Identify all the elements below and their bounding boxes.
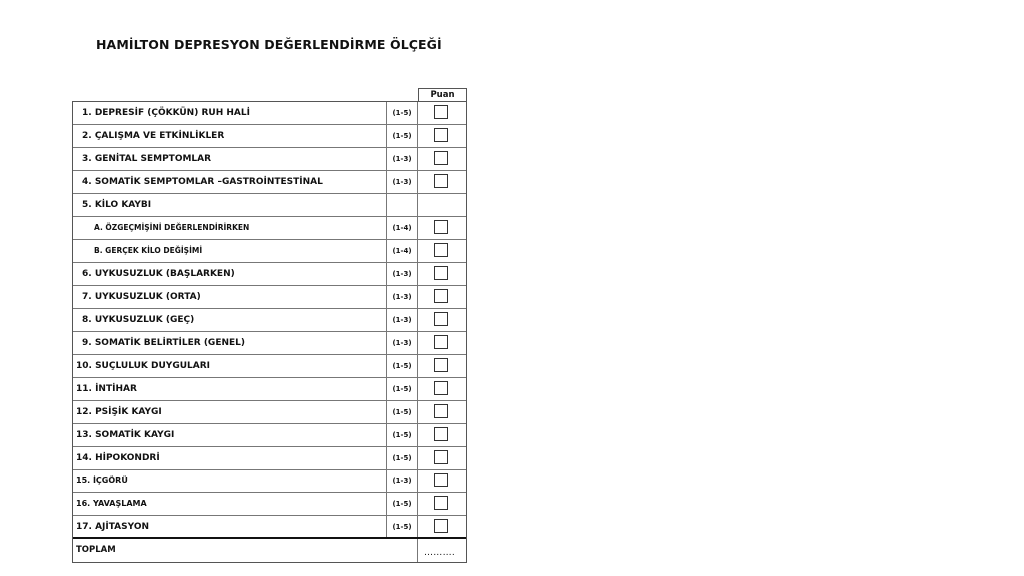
score-checkbox[interactable] [434, 496, 448, 510]
score-checkbox[interactable] [434, 358, 448, 372]
table-row [73, 286, 466, 309]
assessment-table [72, 101, 467, 563]
item-label: 13. SOMATİK KAYGI [73, 424, 387, 446]
item-label: 15. İÇGÖRÜ [73, 470, 387, 492]
score-checkbox[interactable] [434, 519, 448, 533]
item-label: 5. KİLO KAYBI [73, 194, 387, 216]
item-label: 4. SOMATİK SEMPTOMLAR –GASTROİNTESTİNAL [73, 171, 387, 193]
item-label: 10. SUÇLULUK DUYGULARI [73, 355, 387, 377]
item-range: (1-3) [387, 148, 418, 170]
table-row [73, 470, 466, 493]
table-row [73, 194, 466, 217]
item-label: 1. DEPRESİF (ÇÖKKÜN) RUH HALİ [73, 102, 387, 124]
score-checkbox[interactable] [434, 289, 448, 303]
table-row [73, 240, 466, 263]
total-label: TOPLAM [73, 539, 418, 562]
score-checkbox[interactable] [434, 335, 448, 349]
item-label: 6. UYKUSUZLUK (BAŞLARKEN) [73, 263, 387, 285]
score-checkbox[interactable] [434, 427, 448, 441]
score-checkbox[interactable] [434, 128, 448, 142]
table-row [73, 401, 466, 424]
item-range: (1-3) [387, 309, 418, 331]
score-checkbox[interactable] [434, 105, 448, 119]
score-column-header: Puan [418, 88, 467, 101]
item-label: 8. UYKUSUZLUK (GEÇ) [73, 309, 387, 331]
table-row [73, 148, 466, 171]
table-row [73, 493, 466, 516]
table-row [73, 102, 466, 125]
item-range: (1-5) [387, 401, 418, 423]
score-checkbox[interactable] [434, 174, 448, 188]
table-row [73, 424, 466, 447]
score-checkbox[interactable] [434, 220, 448, 234]
table-row [73, 378, 466, 401]
table-row [73, 355, 466, 378]
item-range: (1-4) [387, 240, 418, 262]
score-checkbox[interactable] [434, 450, 448, 464]
item-label: 3. GENİTAL SEMPTOMLAR [73, 148, 387, 170]
item-label: 9. SOMATİK BELİRTİLER (GENEL) [73, 332, 387, 354]
score-checkbox[interactable] [434, 312, 448, 326]
item-range: (1-5) [387, 516, 418, 537]
item-range: (1-5) [387, 125, 418, 147]
item-range: (1-3) [387, 332, 418, 354]
item-label: 2. ÇALIŞMA VE ETKİNLİKLER [73, 125, 387, 147]
score-checkbox[interactable] [434, 473, 448, 487]
table-row [73, 309, 466, 332]
item-range: (1-5) [387, 493, 418, 515]
item-label: A. ÖZGEÇMİŞİNİ DEĞERLENDİRİRKEN [73, 217, 387, 239]
item-range: (1-5) [387, 447, 418, 469]
item-range: (1-5) [387, 424, 418, 446]
item-label: 16. YAVAŞLAMA [73, 493, 387, 515]
score-checkbox[interactable] [434, 266, 448, 280]
item-range: (1-5) [387, 102, 418, 124]
item-range: (1-5) [387, 355, 418, 377]
score-checkbox[interactable] [434, 243, 448, 257]
item-label: 11. İNTİHAR [73, 378, 387, 400]
item-label: B. GERÇEK KİLO DEĞİŞİMİ [73, 240, 387, 262]
score-checkbox[interactable] [434, 381, 448, 395]
item-range: (1-3) [387, 286, 418, 308]
page-title: HAMİLTON DEPRESYON DEĞERLENDİRME ÖLÇEĞİ [96, 37, 442, 52]
total-row [73, 539, 466, 562]
table-row [73, 171, 466, 194]
score-checkbox[interactable] [434, 151, 448, 165]
item-label: 14. HİPOKONDRİ [73, 447, 387, 469]
item-label: 17. AJİTASYON [73, 516, 387, 537]
table-row [73, 332, 466, 355]
total-value-field[interactable]: ………. [424, 548, 456, 558]
item-range: (1-5) [387, 378, 418, 400]
table-row [73, 516, 466, 539]
item-label: 12. PSİŞİK KAYGI [73, 401, 387, 423]
item-label: 7. UYKUSUZLUK (ORTA) [73, 286, 387, 308]
item-range: (1-3) [387, 171, 418, 193]
item-range: (1-3) [387, 470, 418, 492]
item-range: (1-3) [387, 263, 418, 285]
table-row [73, 447, 466, 470]
item-range [387, 194, 418, 216]
table-row [73, 263, 466, 286]
item-range: (1-4) [387, 217, 418, 239]
score-checkbox[interactable] [434, 404, 448, 418]
table-row [73, 125, 466, 148]
table-row [73, 217, 466, 240]
